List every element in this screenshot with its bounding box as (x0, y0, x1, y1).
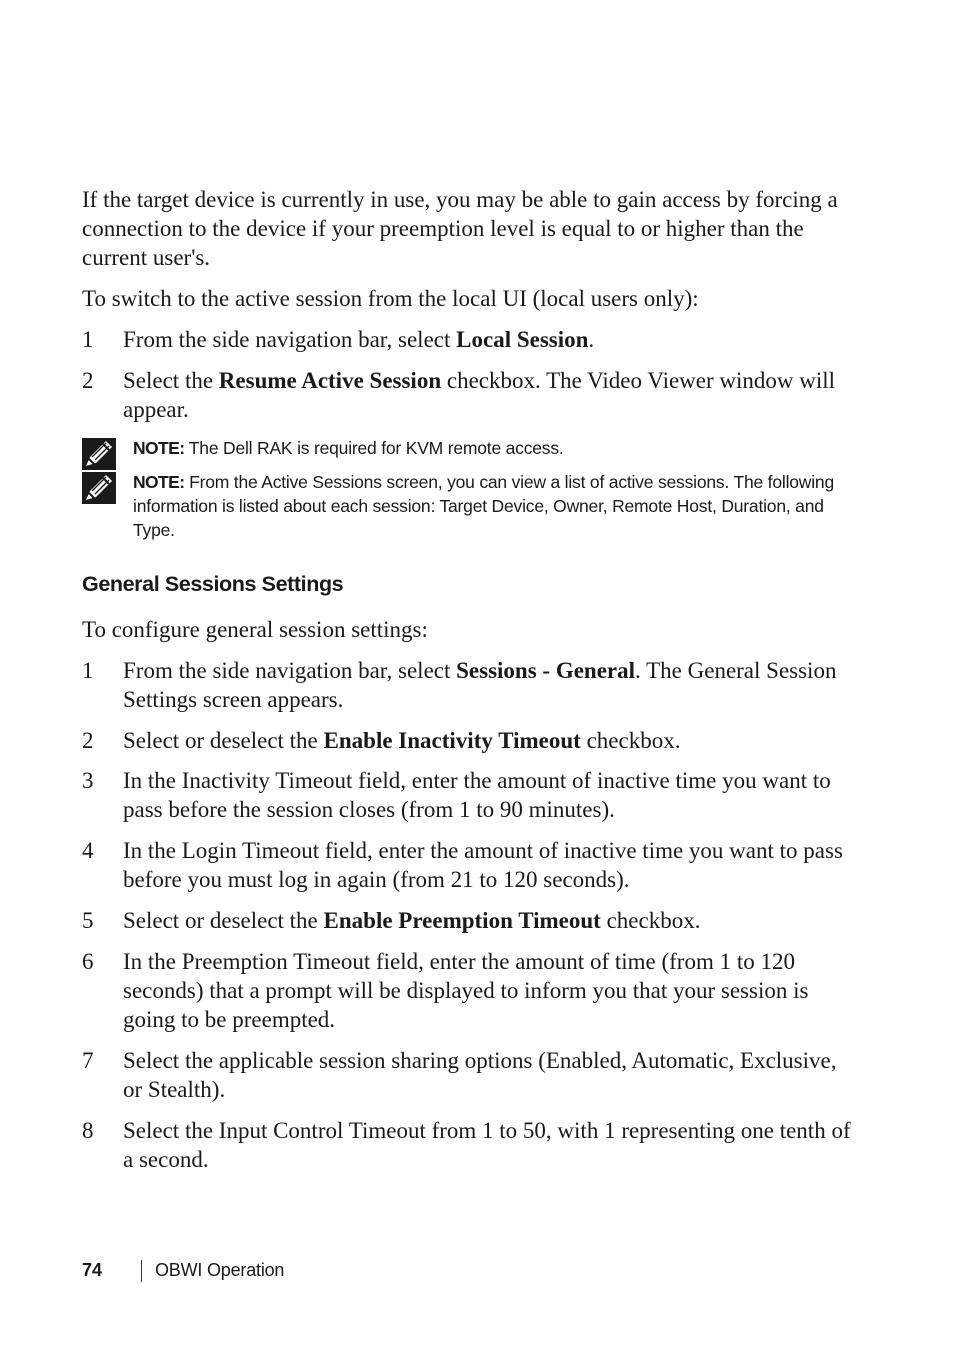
page-number: 74 (82, 1260, 103, 1280)
list-item (82, 906, 852, 935)
step-text: Select or deselect the Enable Preemption Timeout checkbox. (123, 908, 701, 933)
footer-section-title: OBWI Operation (155, 1260, 285, 1280)
list-item (82, 325, 852, 354)
list-item (82, 656, 852, 714)
ui-term: Sessions - General (456, 658, 636, 683)
note (82, 470, 852, 542)
step-text: Select the Resume Active Session checkbox. The Video Viewer window will appear. (123, 368, 836, 422)
list-item (82, 1116, 852, 1174)
pencil-note-icon (82, 438, 116, 470)
step-text: From the side navigation bar, select Sessions - General. The General Session Settings screen appears. (123, 658, 837, 712)
note-text: NOTE: The Dell RAK is required for KVM remote access. (133, 438, 564, 458)
list-item (82, 1046, 852, 1104)
list-item (82, 766, 852, 824)
ui-term: Enable Preemption Timeout (323, 908, 601, 933)
step-text: In the Preemption Timeout field, enter the amount of time (from 1 to 120 seconds) that a prompt will be displayed to inform you that your session is going to be preempted. (123, 949, 809, 1032)
step-number: 8 (82, 1118, 94, 1143)
section-intro: To configure general session settings: (82, 617, 428, 642)
list-item (82, 947, 852, 1034)
note-text: NOTE: From the Active Sessions screen, you can view a list of active sessions. The following information is listed about each session: Target Device, Owner, Remote Host, Duration, and Type. (133, 472, 834, 540)
step-number: 6 (82, 949, 94, 974)
note-label: NOTE: (133, 472, 185, 492)
step-text: Select the applicable session sharing options (Enabled, Automatic, Exclusive, or Stealth). (123, 1048, 837, 1102)
ui-term: Local Session (456, 327, 589, 352)
step-number: 4 (82, 838, 94, 863)
step-number: 1 (82, 658, 94, 683)
step-number: 2 (82, 728, 94, 753)
step-number: 3 (82, 768, 94, 793)
section-heading: General Sessions Settings (82, 572, 344, 596)
footer-divider (141, 1260, 142, 1282)
step-number: 1 (82, 327, 94, 352)
step-number: 7 (82, 1048, 94, 1073)
list-item (82, 366, 852, 424)
ui-term: Enable Inactivity Timeout (323, 728, 581, 753)
list-item (82, 726, 852, 755)
step-number: 5 (82, 908, 94, 933)
step-text: Select or deselect the Enable Inactivity Timeout checkbox. (123, 728, 681, 753)
intro-paragraph: If the target device is currently in use, you may be able to gain access by forcing a connection to the device if your preemption level is equal to or higher than the current user's. (82, 187, 838, 270)
intro-lead-in: To switch to the active session from the local UI (local users only): (82, 286, 699, 311)
step-text: From the side navigation bar, select Local Session. (123, 327, 595, 352)
note-label: NOTE: (133, 438, 185, 458)
list-item (82, 836, 852, 894)
step-text: In the Login Timeout field, enter the amount of inactive time you want to pass before you must log in again (from 21 to 120 seconds). (123, 838, 843, 892)
step-text: In the Inactivity Timeout field, enter the amount of inactive time you want to pass before the session closes (from 1 to 90 minutes). (123, 768, 831, 822)
pencil-note-icon (82, 472, 116, 504)
note (82, 436, 852, 460)
step-number: 2 (82, 368, 94, 393)
ui-term: Resume Active Session (218, 368, 442, 393)
step-text: Select the Input Control Timeout from 1 to 50, with 1 representing one tenth of a second. (123, 1118, 851, 1172)
